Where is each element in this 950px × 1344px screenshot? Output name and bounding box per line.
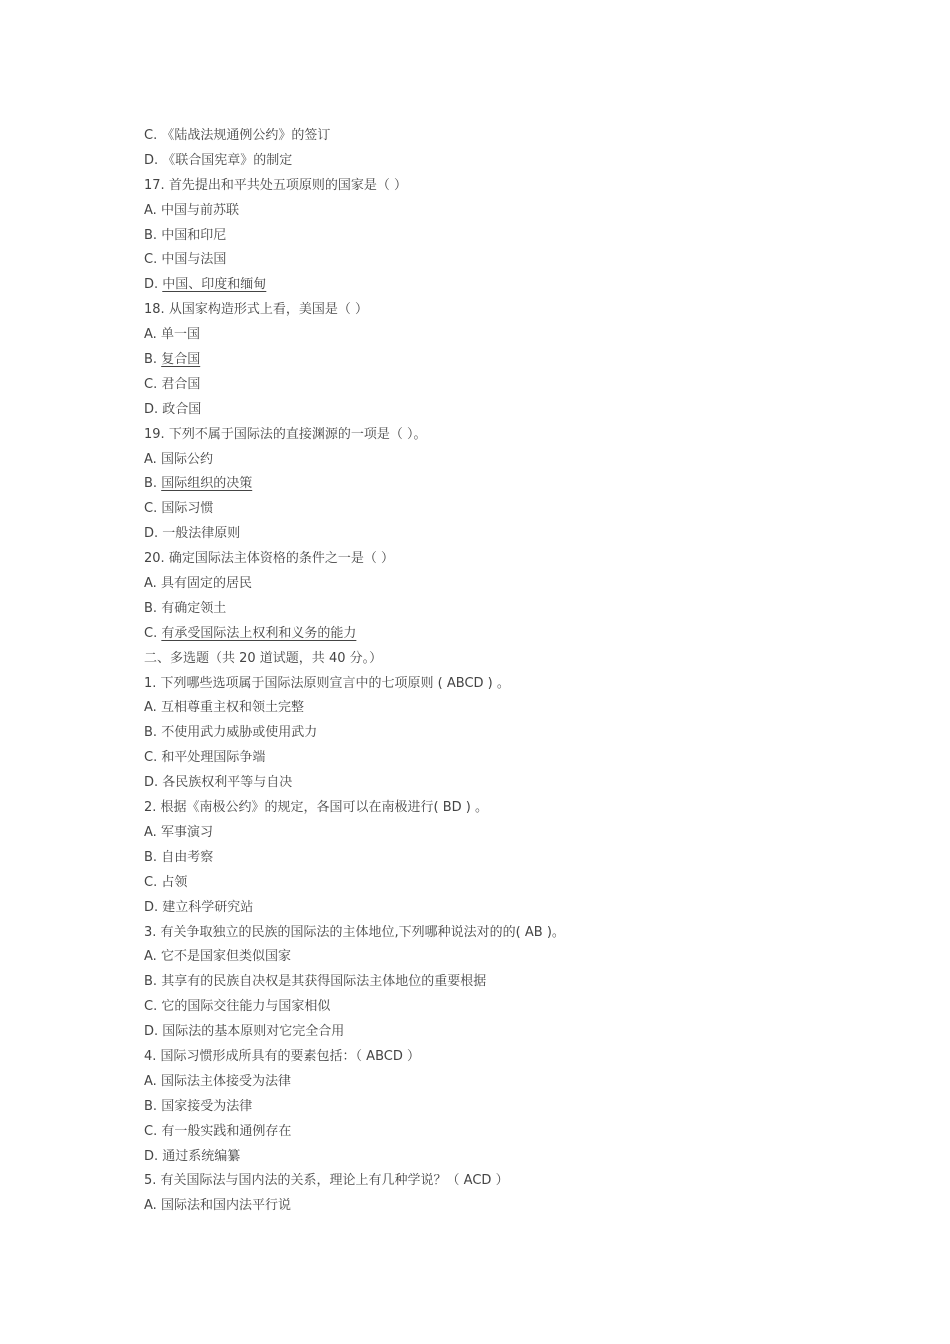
line-text: 国家接受为法律 <box>161 1098 253 1114</box>
text-line <box>144 423 844 448</box>
line-prefix: B. <box>144 974 162 990</box>
line-prefix: B. <box>144 600 162 616</box>
text-line <box>144 1070 844 1095</box>
text-line <box>144 1045 844 1070</box>
line-text: 有一般实践和通例存在 <box>161 1123 292 1139</box>
line-prefix: D. <box>144 899 163 915</box>
line-prefix: D. <box>144 1024 163 1040</box>
line-text: 国际法的基本原则对它完全合用 <box>162 1024 345 1040</box>
line-text: 下列不属于国际法的直接渊源的一项是（ ）。 <box>168 426 427 442</box>
line-text: 它不是国家但类似国家 <box>160 949 291 965</box>
line-prefix: D. <box>144 526 163 542</box>
text-line <box>144 323 844 348</box>
text-line <box>144 174 844 199</box>
text-line <box>144 497 844 522</box>
line-prefix: A. <box>144 327 161 343</box>
line-text: 从国家构造形式上看，美国是（ ） <box>168 302 368 318</box>
line-prefix: C. <box>144 750 162 766</box>
line-text: 《联合国宪章》的制定 <box>162 152 293 168</box>
text-line <box>144 1095 844 1120</box>
line-text: 它的国际交往能力与国家相似 <box>161 999 331 1015</box>
line-prefix: C. <box>144 501 162 517</box>
text-line <box>144 298 844 323</box>
line-prefix: D. <box>144 775 163 791</box>
text-line <box>144 945 844 970</box>
line-text: 国际习惯 <box>161 501 214 517</box>
answer-text-underlined: 中国、印度和缅甸 <box>162 277 267 293</box>
line-text: 单一国 <box>160 327 200 343</box>
line-prefix: B. <box>144 1098 162 1114</box>
line-prefix: A. <box>144 949 161 965</box>
text-line <box>144 746 844 771</box>
text-line <box>144 622 844 647</box>
line-prefix: C. <box>144 252 162 268</box>
text-line <box>144 149 844 174</box>
text-line <box>144 124 844 149</box>
line-prefix: A. <box>144 1198 161 1214</box>
text-line <box>144 572 844 597</box>
text-line <box>144 696 844 721</box>
line-text: 占领 <box>161 874 188 890</box>
text-line <box>144 995 844 1020</box>
line-prefix: A. <box>144 700 161 716</box>
line-prefix: A. <box>144 576 161 592</box>
line-prefix: D. <box>144 277 163 293</box>
answer-text-underlined: 复合国 <box>161 352 201 368</box>
line-prefix: D. <box>144 152 163 168</box>
line-prefix: 17. <box>144 177 169 193</box>
text-line <box>144 348 844 373</box>
text-line <box>144 522 844 547</box>
line-prefix: 2. <box>144 800 161 816</box>
text-line <box>144 1120 844 1145</box>
text-line <box>144 721 844 746</box>
text-line <box>144 1145 844 1170</box>
line-prefix: B. <box>144 227 162 243</box>
line-text: 有确定领土 <box>161 600 227 616</box>
line-text: 建立科学研究站 <box>162 899 254 915</box>
line-prefix: B. <box>144 476 162 492</box>
text-line <box>144 199 844 224</box>
line-text: 有关争取独立的民族的国际法的主体地位,下列哪种说法对的的( AB )。 <box>160 924 565 940</box>
text-line <box>144 896 844 921</box>
text-line <box>144 970 844 995</box>
line-text: 政合国 <box>162 401 202 417</box>
line-prefix: C. <box>144 999 162 1015</box>
line-text: 国际习惯形成所具有的要素包括：（ ABCD ） <box>160 1048 420 1064</box>
answer-text-underlined: 有承受国际法上权利和义务的能力 <box>161 625 357 641</box>
text-line <box>144 846 844 871</box>
line-prefix: 18. <box>144 302 169 318</box>
line-text: 下列哪些选项属于国际法原则宣言中的七项原则 ( ABCD ) 。 <box>160 675 510 691</box>
line-prefix: 19. <box>144 426 169 442</box>
line-prefix: B. <box>144 725 162 741</box>
line-text: 不使用武力威胁或使用武力 <box>161 725 318 741</box>
text-line <box>144 921 844 946</box>
text-line <box>144 597 844 622</box>
text-line <box>144 224 844 249</box>
text-line <box>144 796 844 821</box>
line-text: 《陆战法规通例公约》的签订 <box>161 128 331 143</box>
line-text: 和平处理国际争端 <box>161 750 266 766</box>
line-text: 确定国际法主体资格的条件之一是（ ） <box>168 551 394 567</box>
answer-text-underlined: 国际组织的决策 <box>161 476 253 492</box>
text-line <box>144 248 844 273</box>
line-prefix: C. <box>144 1123 162 1139</box>
text-line <box>144 771 844 796</box>
line-prefix: A. <box>144 202 161 218</box>
line-text: 君合国 <box>161 376 201 392</box>
line-prefix: 5. <box>144 1173 161 1189</box>
line-text: 中国与前苏联 <box>160 202 239 218</box>
line-prefix: C. <box>144 874 162 890</box>
line-text: 一般法律原则 <box>162 526 241 542</box>
line-prefix: 1. <box>144 675 161 691</box>
line-text: 其享有的民族自决权是其获得国际法主体地位的重要根据 <box>161 974 487 990</box>
text-line <box>144 1194 844 1219</box>
document-page <box>144 124 844 1219</box>
text-line <box>144 1169 844 1194</box>
line-prefix: 4. <box>144 1048 161 1064</box>
line-text: 各民族权利平等与自决 <box>162 775 293 791</box>
line-prefix: A. <box>144 824 161 840</box>
line-prefix: C. <box>144 625 162 641</box>
text-line <box>144 647 844 672</box>
line-prefix: B. <box>144 352 162 368</box>
line-text: 国际法和国内法平行说 <box>160 1198 291 1214</box>
line-prefix: B. <box>144 849 162 865</box>
line-text: 通过系统编纂 <box>162 1148 241 1164</box>
text-line <box>144 672 844 697</box>
line-text: 首先提出和平共处五项原则的国家是（ ） <box>168 177 407 193</box>
text-line <box>144 398 844 423</box>
line-text: 根据《南极公约》的规定，各国可以在南极进行( BD ) 。 <box>160 800 489 816</box>
text-line <box>144 547 844 572</box>
text-line <box>144 273 844 298</box>
text-line <box>144 448 844 473</box>
text-line <box>144 871 844 896</box>
line-prefix: C. <box>144 128 162 143</box>
text-line <box>144 373 844 398</box>
text-line <box>144 1020 844 1045</box>
line-text: 国际公约 <box>160 451 213 467</box>
line-text: 中国与法国 <box>161 252 227 268</box>
line-text: 军事演习 <box>160 824 213 840</box>
text-line <box>144 472 844 497</box>
line-prefix: A. <box>144 1073 161 1089</box>
line-text: 互相尊重主权和领土完整 <box>160 700 304 716</box>
line-prefix: D. <box>144 1148 163 1164</box>
line-text: 有关国际法与国内法的关系，理论上有几种学说？（ ACD ） <box>160 1173 509 1189</box>
text-line <box>144 821 844 846</box>
line-prefix: A. <box>144 451 161 467</box>
line-prefix: 20. <box>144 551 169 567</box>
line-text: 具有固定的居民 <box>160 576 252 592</box>
line-text: 自由考察 <box>161 849 214 865</box>
line-prefix: 3. <box>144 924 161 940</box>
line-text: 中国和印尼 <box>161 227 227 243</box>
line-prefix: C. <box>144 376 162 392</box>
line-prefix: D. <box>144 401 163 417</box>
line-text: 二、多选题（共 20 道试题，共 40 分。） <box>144 650 383 666</box>
line-text: 国际法主体接受为法律 <box>160 1073 291 1089</box>
